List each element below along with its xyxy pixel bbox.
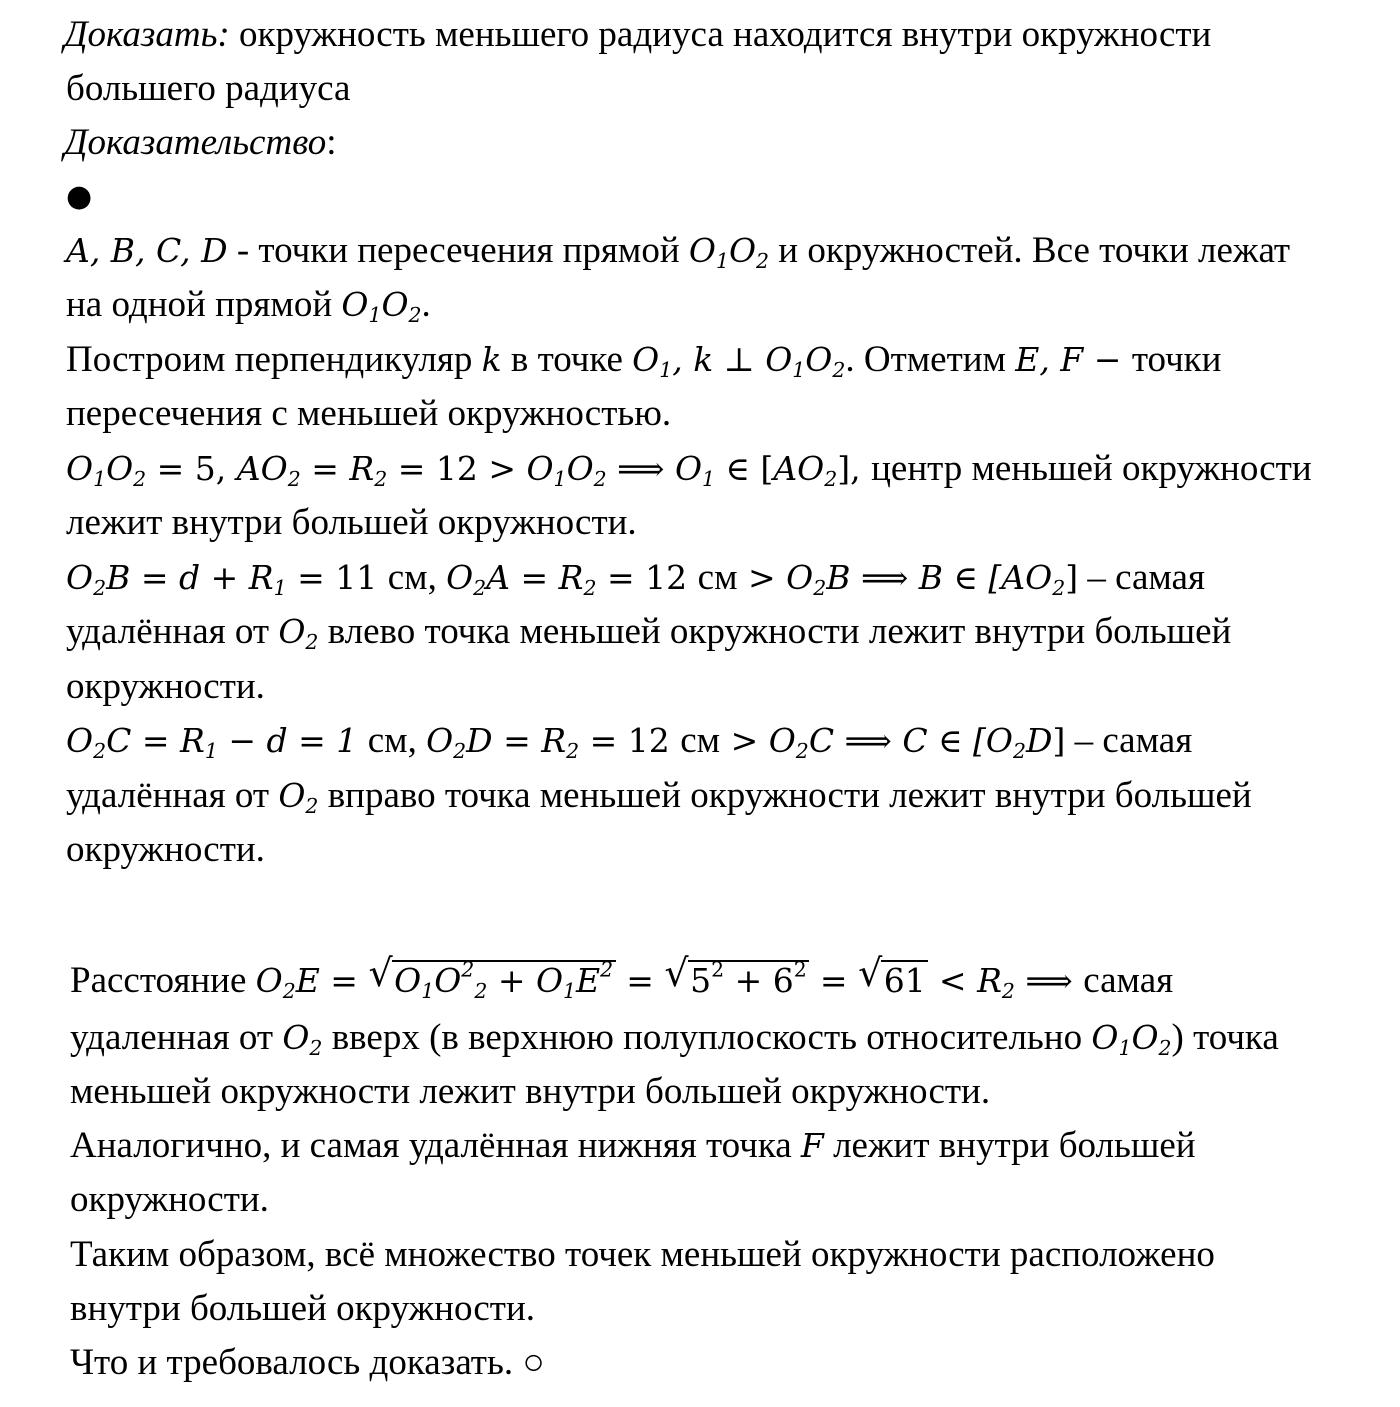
sqrt-1: √ $O_1O^2_2 + O_1E^2$	[368, 960, 615, 1000]
sqrt-3: √ 61	[858, 960, 928, 1000]
p5-line3: окружности.	[66, 829, 265, 870]
prove-line-cont: большего радиуса	[66, 68, 351, 109]
conclusion: Что и требовалось доказать. ○	[70, 1342, 545, 1383]
p3-line1: $O_1O_2 = 5$, $AO_2 = R_2 = 12 > O_1O_2$ ⟹ $O_1$ ∈ $[AO_2]$, центр меньшей окружности	[66, 448, 1312, 492]
p2-line2: пересечения с меньшей окружностью.	[66, 393, 672, 434]
p8-line1: Таким образом, всё множество точек меньшей окружности расположено	[70, 1234, 1215, 1275]
p1-line2: на одной прямой $O_1O_2$.	[66, 284, 431, 328]
p6-line1: Расстояние $O_2E$ = √ $O_1O^2_2 + O_1E^2$ = √ $5^2 + 6^2$ = √ $61 < R_2$ ⟹ самая	[70, 960, 1173, 1000]
p4-line3: окружности.	[66, 666, 265, 707]
prove-label: Доказать:	[64, 14, 230, 55]
p6-line2: удаленная от $O_2$ вверх (в верхнюю полуплоскость относительно $O_1O_2$) точка	[70, 1017, 1279, 1061]
p5-line1: $O_2C = R_1 - d = 1$ см, $O_2D = R_2 = 12$ см > $O_2C$ ⟹ C ∈ $[O_2D]$ – самая	[66, 720, 1193, 764]
p7-line1: Аналогично, и самая удалённая нижняя точка F лежит внутри большей	[70, 1125, 1196, 1166]
prove-line	[64, 16, 1211, 53]
p3-line2: лежит внутри большей окружности.	[66, 502, 637, 543]
p7-line2: окружности.	[70, 1179, 269, 1220]
bullet: ●	[66, 179, 93, 214]
p4-line2: удалённая от $O_2$ влево точка меньшей окружности лежит внутри большей	[66, 611, 1232, 655]
prove-text: окружность меньшего радиуса находится внутри окружности	[229, 14, 1212, 55]
p1-line1: A, B, C, D - точки пересечения прямой $O_1O_2$ и окружностей. Все точки лежат	[66, 230, 1291, 274]
p2-line1: Построим перпендикуляр k в точке $O_1$, k ⊥ $O_1O_2$. Отметим E, F − точки	[66, 339, 1222, 383]
p5-line2: удалённая от $O_2$ вправо точка меньшей окружности лежит внутри большей	[66, 775, 1252, 819]
p6-line3: меньшей окружности лежит внутри большей окружности.	[70, 1071, 991, 1112]
proof-heading: Доказательство:	[64, 122, 337, 163]
p8-line2: внутри большей окружности.	[70, 1288, 536, 1329]
sqrt-2: √ $5^2 + 6^2$	[664, 960, 809, 1000]
p4-line1: $O_2B = d + R_1 = 11$ см, $O_2A = R_2 = 12$ см > $O_2B$ ⟹ B ∈ $[AO_2]$ – самая	[66, 557, 1205, 601]
